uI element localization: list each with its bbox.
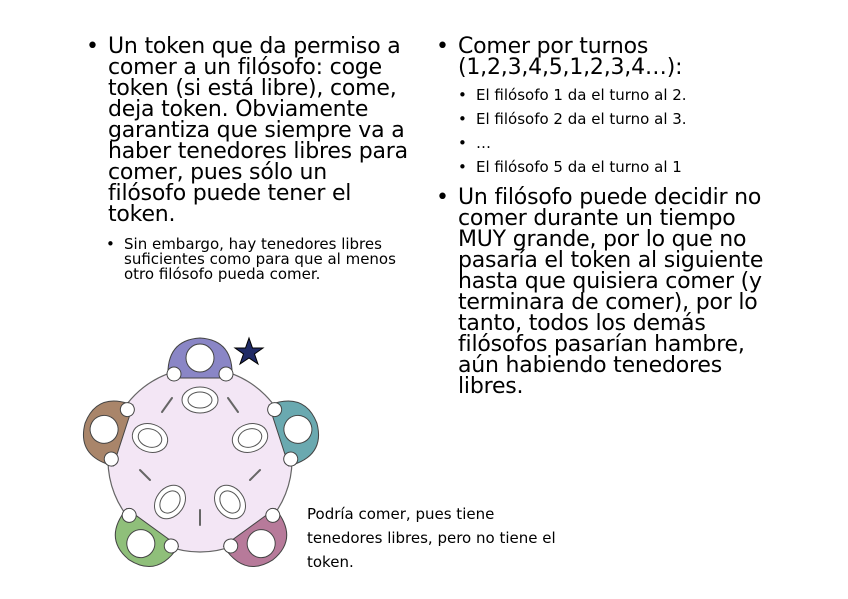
token-permission-bullet: • Un token que da permiso a comer a un filósofo: coge token (si está libre), come, deja token. Obviamente garantiza que siempre va a haber tenedores libres para comer, pues sólo un filósofo puede tener el token.	[86, 36, 408, 225]
philosopher-top	[167, 338, 233, 381]
philosophers-table-illustration	[78, 320, 328, 590]
turn-sub-bullet-5: • El filósofo 5 da el turno al 1	[456, 155, 776, 179]
right-column	[436, 36, 776, 397]
token-star-icon	[235, 338, 263, 364]
starvation-bullet: • Un filósofo puede decidir no comer durante un tiempo MUY grande, por lo que no pasaría el token al siguiente hasta que quisiera comer (y terminara de comer), por lo tanto, todos los demás filósofos pasarían hambre, aún habiendo tenedores libres.	[436, 187, 776, 397]
free-forks-sub-bullet: • Sin embargo, hay tenedores libres suficientes como para que al menos otro filósofo pueda comer.	[104, 237, 408, 282]
turn-sub-bullet-ellipsis: • …	[456, 131, 776, 155]
turns-bullet: • Comer por turnos (1,2,3,4,5,1,2,3,4…):	[436, 36, 776, 78]
turn-sub-bullet-1: • El filósofo 1 da el turno al 2.	[456, 83, 776, 107]
turn-sub-bullet-2: • El filósofo 2 da el turno al 3.	[456, 107, 776, 131]
illustration-caption: Podría comer, pues tiene tenedores libres, pero no tiene el token.	[307, 505, 556, 571]
left-column	[86, 36, 408, 282]
